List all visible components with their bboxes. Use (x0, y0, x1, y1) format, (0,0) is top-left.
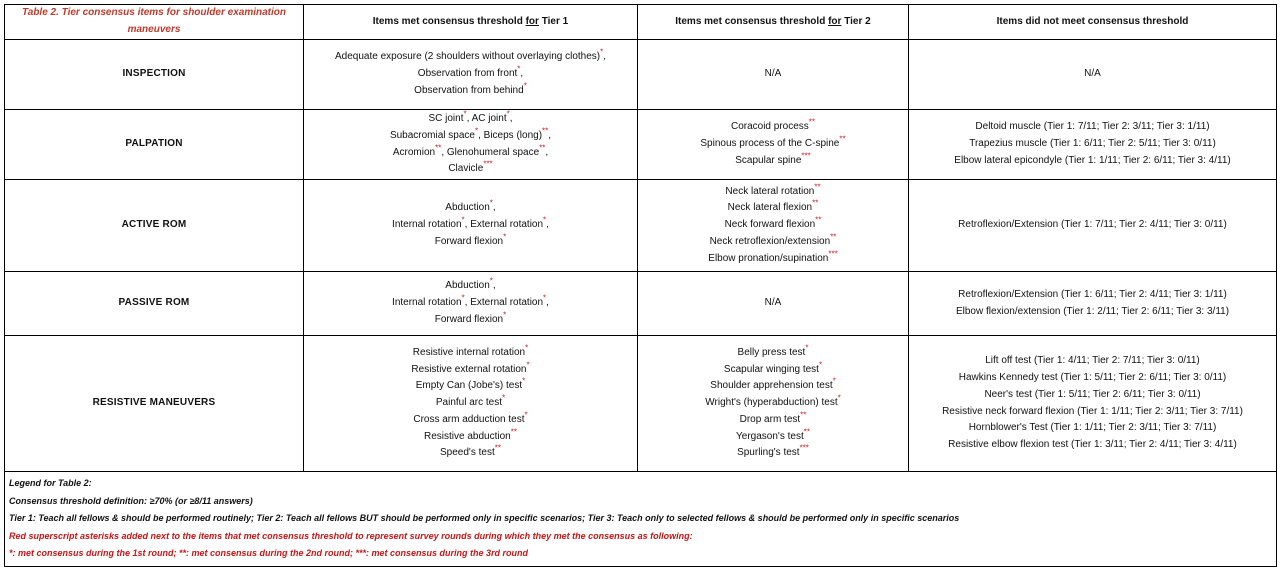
item-text: Elbow flexion/extension (Tier 1: 2/11; Tier 2: 6/11; Tier 3: 3/11) (955, 305, 1230, 317)
round-asterisk: ** (803, 427, 810, 437)
item-text: Neck lateral rotation (725, 185, 815, 197)
cell-line (642, 200, 904, 217)
item-text: Resistive external rotation (411, 363, 527, 375)
legend-tiers: Tier 1: Teach all fellows & should be performed routinely; Tier 2: Teach all fellows BUT should be performed only in specific scenarios; Tier 3: Teach only to selected fellows & should be performed only in specific scenarios (9, 513, 960, 523)
round-asterisk: * (526, 360, 530, 370)
item-text: Resistive elbow flexion test (Tier 1: 3/11; Tier 2: 4/11; Tier 3: 4/11) (948, 439, 1237, 451)
cell-line (642, 412, 904, 429)
item-text: Lift off test (Tier 1: 4/11; Tier 2: 7/11; Tier 3: 0/11) (985, 355, 1200, 367)
item-text: Resistive internal rotation (412, 346, 526, 358)
item-text: , (548, 129, 552, 141)
item-text: Spurling's test (737, 447, 800, 459)
table-row (5, 180, 1277, 272)
item-text: Drop arm test (739, 413, 801, 425)
round-asterisk: ** (839, 134, 846, 144)
item-text: , External rotation (464, 297, 544, 309)
round-asterisk: ** (510, 427, 517, 437)
round-asterisk: * (832, 376, 836, 386)
tier1-cell (304, 272, 638, 336)
cell-line (308, 378, 633, 395)
round-asterisk: *** (483, 159, 493, 169)
round-asterisk: * (805, 343, 809, 353)
item-text: N/A (764, 297, 782, 309)
item-text: Resistive neck forward flexion (Tier 1: 1/11; Tier 2: 3/11; Tier 3: 7/11) (942, 405, 1243, 417)
item-text: , (492, 280, 496, 292)
item-text: Neer's test (Tier 1: 5/11; Tier 2: 6/11; Tier 3: 0/11) (984, 388, 1201, 400)
cell-line (642, 184, 904, 201)
cell-line (642, 362, 904, 379)
round-asterisk: * (489, 276, 493, 286)
round-asterisk: * (523, 81, 527, 91)
round-asterisk: *** (801, 151, 811, 161)
item-text: , AC joint (466, 112, 507, 124)
round-asterisk: * (517, 64, 521, 74)
tier2-cell (638, 180, 909, 272)
round-asterisk: ** (830, 232, 837, 242)
item-text: Hawkins Kennedy test (Tier 1: 5/11; Tier 2: 6/11; Tier 3: 0/11) (958, 371, 1227, 383)
header-tier1: Items met consensus threshold for Tier 1 (304, 5, 638, 40)
cell-line (308, 145, 633, 162)
item-text: N/A (764, 68, 782, 80)
item-text: Neck forward flexion (724, 219, 816, 231)
item-text: Cross arm adduction test (413, 413, 525, 425)
consensus-table (4, 4, 1277, 567)
round-asterisk: ** (542, 126, 549, 136)
row-label-resistive-maneuvers: RESISTIVE MANEUVERS (5, 336, 304, 472)
cell-line (308, 161, 633, 178)
table-row (5, 110, 1277, 180)
cell-line (308, 128, 633, 145)
item-text: Observation from behind (414, 84, 524, 96)
item-text: , (546, 297, 549, 309)
item-text: , (520, 68, 524, 80)
item-text: Painful arc test (435, 397, 503, 409)
legend-rounds: *: met consensus during the 1st round; **: met consensus during the 2nd round; ***: met consensus during the 3rd round (9, 548, 529, 558)
cell-line (642, 345, 904, 362)
item-text: , External rotation (464, 219, 544, 231)
round-asterisk: * (474, 126, 479, 136)
item-text: , (546, 219, 549, 231)
cell-line (913, 217, 1272, 234)
item-text: , (545, 146, 549, 158)
item-text: Retroflexion/Extension (Tier 1: 7/11; Tier 2: 4/11; Tier 3: 0/11) (958, 219, 1227, 231)
cell-line (308, 362, 633, 379)
round-asterisk: ** (812, 198, 819, 208)
round-asterisk: * (818, 360, 823, 370)
cell-line (642, 445, 904, 462)
round-asterisk: ** (808, 117, 816, 127)
table-wrapper (4, 4, 1276, 567)
cell-line (913, 404, 1272, 421)
cell-line (913, 119, 1272, 136)
item-text: Forward flexion (434, 313, 504, 325)
cell-line (913, 387, 1272, 404)
item-text: Forward flexion (434, 235, 504, 247)
round-asterisk: * (461, 293, 465, 303)
table-row (5, 40, 1277, 110)
round-asterisk: * (525, 343, 529, 353)
tier1-cell (304, 336, 638, 472)
round-asterisk: * (506, 109, 510, 119)
item-text: Abduction (445, 202, 490, 214)
legend-title: Legend for Table 2: (9, 478, 92, 488)
round-asterisk: ** (539, 143, 546, 153)
cell-line (913, 153, 1272, 170)
not-met-cell (909, 180, 1277, 272)
item-text: Acromion (392, 146, 436, 158)
round-asterisk: ** (494, 444, 501, 454)
cell-line (308, 395, 633, 412)
cell-line (642, 66, 904, 83)
cell-line (642, 295, 904, 312)
item-text: Resistive abduction (424, 430, 511, 442)
table-row (5, 272, 1277, 336)
item-text: Observation from front (417, 68, 518, 80)
cell-line (642, 234, 904, 251)
legend (5, 472, 1277, 567)
round-asterisk: * (503, 232, 507, 242)
item-text: Neck lateral flexion (727, 202, 813, 214)
item-text: Deltoid muscle (Tier 1: 7/11; Tier 2: 3/11; Tier 3: 1/11) (975, 121, 1210, 133)
item-text: , Glenohumeral space (441, 146, 540, 158)
item-text: SC joint (428, 112, 464, 124)
cell-line (913, 437, 1272, 454)
tier2-cell (638, 40, 909, 110)
cell-line (642, 153, 904, 170)
item-text: Yergason's test (736, 430, 804, 442)
cell-line (308, 217, 633, 234)
not-met-cell (909, 272, 1277, 336)
item-text: , (492, 202, 496, 214)
cell-line (308, 429, 633, 446)
cell-line (308, 234, 633, 251)
round-asterisk: ** (435, 143, 442, 153)
cell-line (308, 83, 633, 100)
item-text: , (603, 51, 607, 63)
legend-row (5, 472, 1277, 567)
round-asterisk: ** (800, 410, 807, 420)
cell-line (642, 217, 904, 234)
item-text: Scapular spine (735, 154, 802, 166)
item-text: Shoulder apprehension test (710, 380, 833, 392)
round-asterisk: * (543, 293, 547, 303)
item-text: Hornblower's Test (Tier 1: 1/11; Tier 2: 3/11; Tier 3: 7/11) (968, 422, 1217, 434)
row-label-inspection: INSPECTION (5, 40, 304, 110)
cell-line (913, 420, 1272, 437)
item-text: Spinous process of the C-spine (700, 138, 840, 150)
item-text: Internal rotation (392, 219, 462, 231)
cell-line (913, 370, 1272, 387)
row-label-palpation: PALPATION (5, 110, 304, 180)
round-asterisk: * (489, 198, 493, 208)
round-asterisk: ** (815, 215, 822, 225)
cell-line (913, 66, 1272, 83)
tier1-cell (304, 180, 638, 272)
cell-line (308, 111, 633, 128)
cell-line (308, 200, 633, 217)
item-text: Scapular winging test (723, 363, 819, 375)
tier2-cell (638, 110, 909, 180)
tier2-cell (638, 336, 909, 472)
table-caption: Table 2. Tier consensus items for shoulder examination maneuvers (5, 5, 304, 40)
item-text: Subacromial space (389, 129, 475, 141)
item-text: Trapezius muscle (Tier 1: 6/11; Tier 2: 5/11; Tier 3: 0/11) (969, 138, 1216, 150)
round-asterisk: * (837, 393, 841, 403)
header-tier2: Items met consensus threshold for Tier 2 (638, 5, 909, 40)
cell-line (308, 295, 633, 312)
not-met-cell (909, 336, 1277, 472)
item-text: Wright's (hyperabduction) test (705, 397, 838, 409)
item-text: Adequate exposure (2 shoulders without overlaying clothes) (334, 51, 601, 63)
tier2-cell (638, 272, 909, 336)
item-text: Elbow pronation/supination (708, 252, 829, 264)
not-met-cell (909, 110, 1277, 180)
table-row (5, 336, 1277, 472)
cell-line (642, 119, 904, 136)
cell-line (913, 287, 1272, 304)
round-asterisk: *** (828, 249, 838, 259)
cell-line (308, 345, 633, 362)
legend-threshold: Consensus threshold definition: ≥70% (or ≥8/11 answers) (9, 495, 253, 506)
cell-line (642, 429, 904, 446)
row-label-passive-rom: PASSIVE ROM (5, 272, 304, 336)
cell-line (913, 353, 1272, 370)
round-asterisk: * (522, 376, 526, 386)
cell-line (308, 66, 633, 83)
cell-line (642, 251, 904, 268)
round-asterisk: * (463, 109, 467, 119)
cell-line (308, 445, 633, 462)
cell-line (642, 378, 904, 395)
item-text: Coracoid process (730, 121, 809, 133)
round-asterisk: ** (814, 182, 821, 192)
cell-line (913, 304, 1272, 321)
round-asterisk: *** (799, 444, 809, 454)
cell-line (308, 278, 633, 295)
item-text: Neck retroflexion/extension (709, 235, 831, 247)
cell-line (308, 312, 633, 329)
cell-line (913, 136, 1272, 153)
round-asterisk: * (600, 47, 604, 57)
legend-asterisk-note: Red superscript asterisks added next to the items that met consensus threshold to represent survey rounds during which they met the consensus as following: (9, 530, 693, 541)
round-asterisk: * (502, 393, 506, 403)
round-asterisk: * (543, 215, 547, 225)
item-text: Empty Can (Jobe's) test (415, 380, 523, 392)
header-not-met: Items did not meet consensus threshold (909, 5, 1277, 40)
cell-line (642, 395, 904, 412)
row-label-active-rom: ACTIVE ROM (5, 180, 304, 272)
round-asterisk: * (524, 410, 528, 420)
item-text: Retroflexion/Extension (Tier 1: 6/11; Tier 2: 4/11; Tier 3: 1/11) (958, 288, 1227, 300)
header-row (5, 5, 1277, 40)
item-text: Internal rotation (392, 297, 462, 309)
tier1-cell (304, 40, 638, 110)
item-text: , Biceps (long) (478, 129, 543, 141)
tier1-cell (304, 110, 638, 180)
cell-line (308, 412, 633, 429)
item-text: Abduction (445, 280, 490, 292)
item-text: Belly press test (737, 346, 806, 358)
item-text: Speed's test (440, 447, 495, 459)
item-text: , (509, 112, 513, 124)
round-asterisk: * (461, 215, 465, 225)
round-asterisk: * (503, 310, 507, 320)
item-text: Elbow lateral epicondyle (Tier 1: 1/11; Tier 2: 6/11; Tier 3: 4/11) (954, 154, 1231, 166)
item-text: N/A (1084, 68, 1101, 80)
not-met-cell (909, 40, 1277, 110)
cell-line (642, 136, 904, 153)
item-text: Clavicle (448, 163, 484, 175)
cell-line (308, 49, 633, 66)
